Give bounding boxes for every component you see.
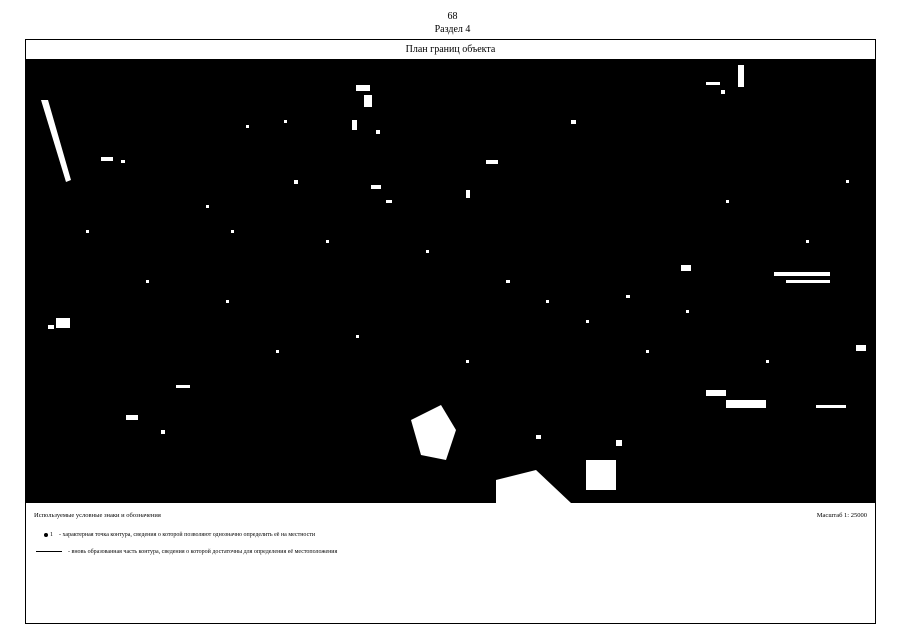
legend-item-line [36, 548, 396, 556]
satellite-map-image [26, 60, 875, 503]
legend-item-line-text: - вновь образованная часть контура, сведения о которой достаточны для определения её местоположения [68, 549, 338, 555]
legend-item-point [44, 532, 315, 538]
page-number: 68 [447, 11, 458, 22]
legend-title: Используемые условные знаки и обозначения [34, 512, 161, 519]
plan-frame [25, 39, 876, 624]
line-symbol-icon [36, 551, 62, 552]
scale-label: Масштаб 1: 25000 [816, 512, 867, 519]
satellite-map [26, 60, 875, 503]
section-title: Раздел 4 [434, 24, 471, 35]
point-symbol-label: 1 [50, 532, 53, 538]
legend-item-point-text: - характерная точка контура, сведения о которой позволяют однозначно определить её на местности [59, 532, 316, 538]
plan-title: План границ объекта [26, 40, 875, 60]
point-symbol-icon [44, 533, 48, 537]
